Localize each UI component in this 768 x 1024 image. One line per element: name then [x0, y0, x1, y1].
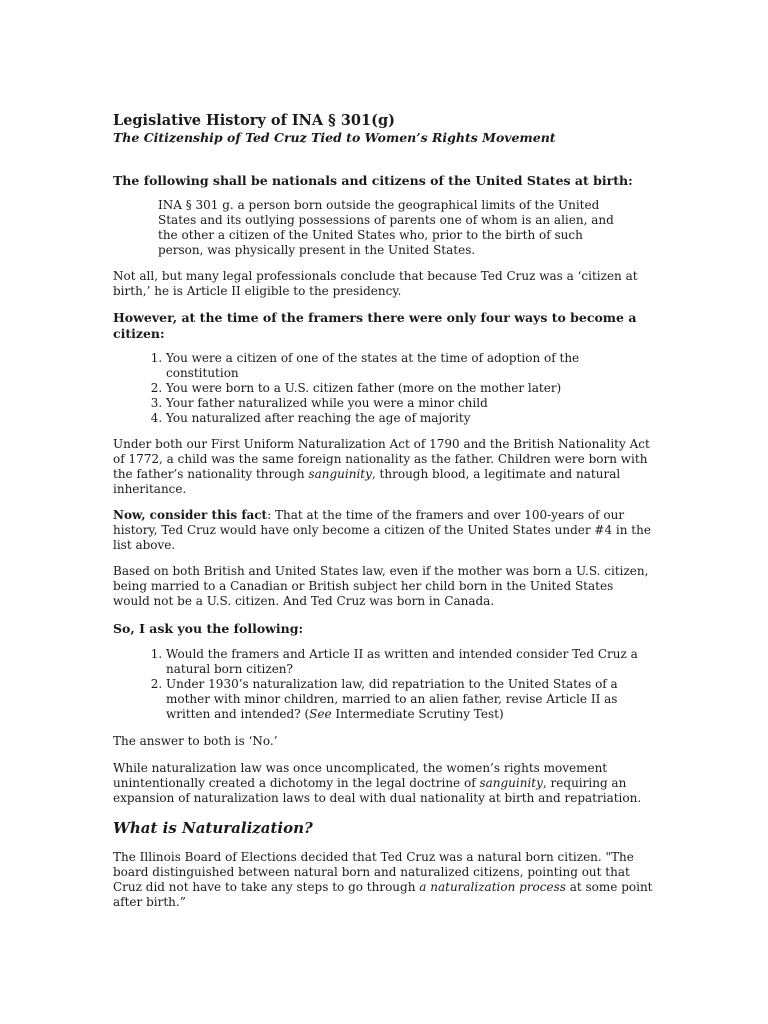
spacer	[113, 299, 653, 310]
paragraph-fact	[113, 508, 653, 553]
paragraph-illinois-italic: a naturalization process	[419, 880, 566, 894]
ask-item-2-see: See	[309, 707, 332, 721]
paragraph-illinois	[113, 850, 653, 910]
document-title: Legislative History of INA § 301(g)	[113, 112, 395, 129]
heading-framers: However, at the time of the framers there were only four ways to become a citizen:	[113, 310, 637, 341]
spacer	[113, 609, 653, 621]
list-item: 3. Your father naturalized while you were a minor child	[166, 396, 653, 411]
paragraph-while-italic: sanguinity	[479, 776, 543, 790]
spacer	[113, 806, 653, 819]
paragraph-not-all: Not all, but many legal professionals conclude that because Ted Cruz was a ‘citizen at birth,’ he is Article II eligible to the presidency.	[113, 269, 638, 298]
paragraph-illinois-text-1: The Illinois Board of Elections decided that Ted Cruz was a natural born citizen. "The board distinguished between natural born and naturalized citizens, pointing out that Cruz did not have to take any steps to go through	[113, 850, 634, 894]
list-item	[166, 677, 653, 722]
spacer	[113, 838, 653, 850]
document-page	[113, 112, 653, 910]
paragraph-fact-bold: Now, consider this fact	[113, 508, 268, 522]
spacer	[113, 722, 653, 734]
spacer	[113, 189, 653, 198]
list-item: 2. You were born to a U.S. citizen father (more on the mother later)	[166, 381, 653, 396]
paragraph-while-text-2: , requiring an expansion of naturalization laws to deal with dual nationality at birth and repatriation.	[113, 776, 642, 805]
spacer	[113, 637, 653, 647]
ask-list	[113, 647, 653, 722]
heading-naturalization: What is Naturalization?	[113, 819, 313, 837]
document-subtitle: The Citizenship of Ted Cruz Tied to Women’s Rights Movement	[113, 130, 556, 145]
paragraph-while	[113, 761, 653, 806]
list-item: 4. You naturalized after reaching the age of majority	[166, 411, 653, 426]
spacer	[113, 497, 653, 508]
ina-quote: INA § 301 g. a person born outside the geographical limits of the United States and its outlying possessions of parents one of whom is an alien, and the other a citizen of the United States who, prior to the birth of such person, was physically present in the United States.	[158, 198, 614, 257]
paragraph-uniform-text-1: Under both our First Uniform Naturalization Act of 1790 and the British Nationality Act of 1772, a child was the same foreign nationality as the father. Children were born with the father’s nationality through	[113, 437, 650, 481]
heading-nationals: The following shall be nationals and citizens of the United States at birth:	[113, 173, 633, 188]
spacer	[113, 146, 653, 173]
paragraph-uniform-text-2: , through blood, a legitimate and natural inheritance.	[113, 467, 621, 496]
ask-item-2-text: Under 1930’s naturalization law, did repatriation to the United States of a mother with minor children, married to an alien father, revise Article II as written and intended? (	[166, 677, 618, 721]
paragraph-while-text-1: While naturalization law was once uncomplicated, the women’s rights movement unintentionally created a dichotomy in the legal doctrine of	[113, 761, 608, 790]
list-item: 1. Would the framers and Article II as written and intended consider Ted Cruz a natural born citizen?	[166, 647, 653, 677]
paragraph-illinois-text-2: at some point after birth.”	[113, 880, 653, 909]
spacer	[113, 426, 653, 437]
spacer	[113, 553, 653, 564]
paragraph-fact-text: : That at the time of the framers and over 100-years of our history, Ted Cruz would have only become a citizen of the United States under #4 in the list above.	[113, 508, 651, 552]
ask-item-2-end: Intermediate Scrutiny Test)	[331, 707, 504, 721]
paragraph-uniform-act	[113, 437, 653, 497]
heading-ask: So, I ask you the following:	[113, 621, 304, 636]
paragraph-based: Based on both British and United States law, even if the mother was born a U.S. citizen, being married to a Canadian or British subject her child born in the United States would not be a U.S. citizen. And Ted Cruz was born in Canada.	[113, 564, 649, 608]
spacer	[113, 749, 653, 761]
spacer	[113, 342, 653, 351]
paragraph-uniform-italic: sanguinity	[308, 467, 372, 481]
list-item: 1. You were a citizen of one of the states at the time of adoption of the constitution	[166, 351, 653, 381]
framers-list	[113, 351, 653, 426]
spacer	[113, 258, 653, 269]
paragraph-answer: The answer to both is ‘No.’	[113, 734, 278, 748]
